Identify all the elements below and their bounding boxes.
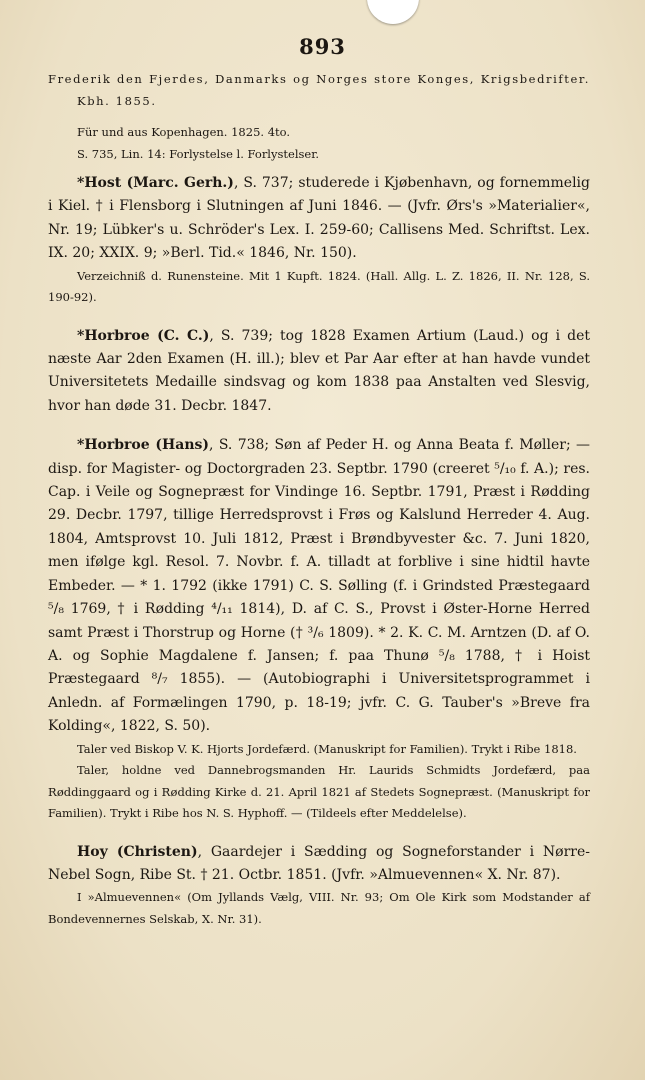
entry-note: Verzeichniß d. Runensteine. Mit 1 Kupft. 1824. (Hall. Allg. L. Z. 1826, II. Nr. 128, S. 190-92). (48, 268, 590, 305)
entry-horbroe-hans (48, 434, 590, 824)
entry-note: Taler ved Biskop V. K. Hjorts Jordefærd. (Manuskript for Familien). Trykt i Ribe 1818. (77, 741, 577, 756)
entries-block (48, 172, 590, 930)
entry-head: *Horbroe (Hans) (77, 437, 210, 454)
entry-head: *Host (Marc. Gerh.) (77, 175, 234, 191)
entry-hoy (48, 841, 590, 931)
intro-line-1: Frederik den Fjerdes, Danmarks og Norges store Konges, Krigsbedrifter. Kbh. 1855. (48, 72, 590, 108)
entry-body: , S. 737; studerede i Kjøbenhavn, og fornemmelig i Kiel. † i Flensborg i Slutningen af Juni 1846. — (Jvfr. Ørs's »Materialier«, Nr. 19; Lübker's u. Schröder's Lex. I. 259-60; Callisens Med. Schriftst. Lex. IX. 20; XXIX. 9; »Berl. Tid.« 1846, Nr. 150). (48, 175, 590, 262)
page-number: 893 (299, 34, 346, 59)
entry-note: I »Almuevennen« (Om Jyllands Vælg, VIII. Nr. 93; Om Ole Kirk som Modstander af Bondevennernes Selskab, X. Nr. 31). (48, 890, 590, 926)
page-tab-marker (367, 0, 419, 24)
entry-body: , S. 739; tog 1828 Examen Artium (Laud.) og i det næste Aar 2den Examen (H. ill.); blev et Par Aar efter at han havde vundet Universitetets Medaille sindsvag og kom 1838 paa Anstalten ved Slesvig, hvor han døde 31. Decbr. 1847. (48, 327, 590, 414)
entry-body: , Gaardejer i Sædding og Sogneforstander i Nørre-Nebel Sogn, Ribe St. † 21. Octbr. 1851. (Jvfr. »Almuevennen« X. Nr. 87). (48, 843, 590, 883)
entry-head: *Horbroe (C. C.) (77, 327, 210, 344)
entry-body: , S. 738; Søn af Peder H. og Anna Beata f. Møller; — disp. for Magister- og Doctorgraden 23. Septbr. 1790 (creeret ⁵/₁₀ f. A.); res. Cap. i Veile og Sognepræst for Vindinge 16. Septbr. 1791, Præst i Rødding 29. Decbr. 1797, tillige Herredsprovst i Frøs og Kalslund Herreder 4. Aug. 1804, Amtsprovst 10. Juli 1812, Præst i Brøndbyvester &c. 7. Juni 1820, men ifølge kgl. Resol. 7. Novbr. f. A. tilladt at forblive i sine hidtil havte Embeder. — * 1. 1792 (ikke 1791) C. S. Sølling (f. i Grindsted Præstegaard ⁵/₈ 1769, † i Rødding ⁴/₁₁ 1814), D. af C. S., Provst i Øster-Horne Herred samt Præst i Thorstrup og Horne († ³/₆ 1809). * 2. K. C. M. Arntzen (D. af O. A. og Sophie Magdalene f. Jansen; f. paa Thunø ⁵/₈ 1788, † i Hoist Præstegaard ⁸/₇ 1855). — (Autobiographi i Universitetsprogrammet i Anledn. af Formælingen 1790, p. 18-19; jvfr. C. G. Tauber's »Breve fra Kolding«, 1822, S. 50). (48, 437, 590, 735)
entry-host (48, 172, 590, 309)
intro-block (48, 69, 590, 165)
entry-note: Taler, holdne ved Dannebrogsmanden Hr. Laurids Schmidts Jordefærd, paa Røddinggaard og i Rødding Kirke d. 21. April 1821 af Stedets Sognepræst. (Manuskript for Familien). Trykt i Ribe hos N. S. Hyphoff. — (Tildeels efter Meddelelse). (48, 763, 590, 821)
entry-horbroe-cc (48, 325, 590, 419)
intro-line-2: Für und aus Kopenhagen. 1825. 4to. (77, 125, 291, 139)
intro-line-3: S. 735, Lin. 14: Forlystelse l. Forlystelser. (77, 146, 320, 161)
entry-head: Hoy (Christen) (77, 843, 198, 860)
